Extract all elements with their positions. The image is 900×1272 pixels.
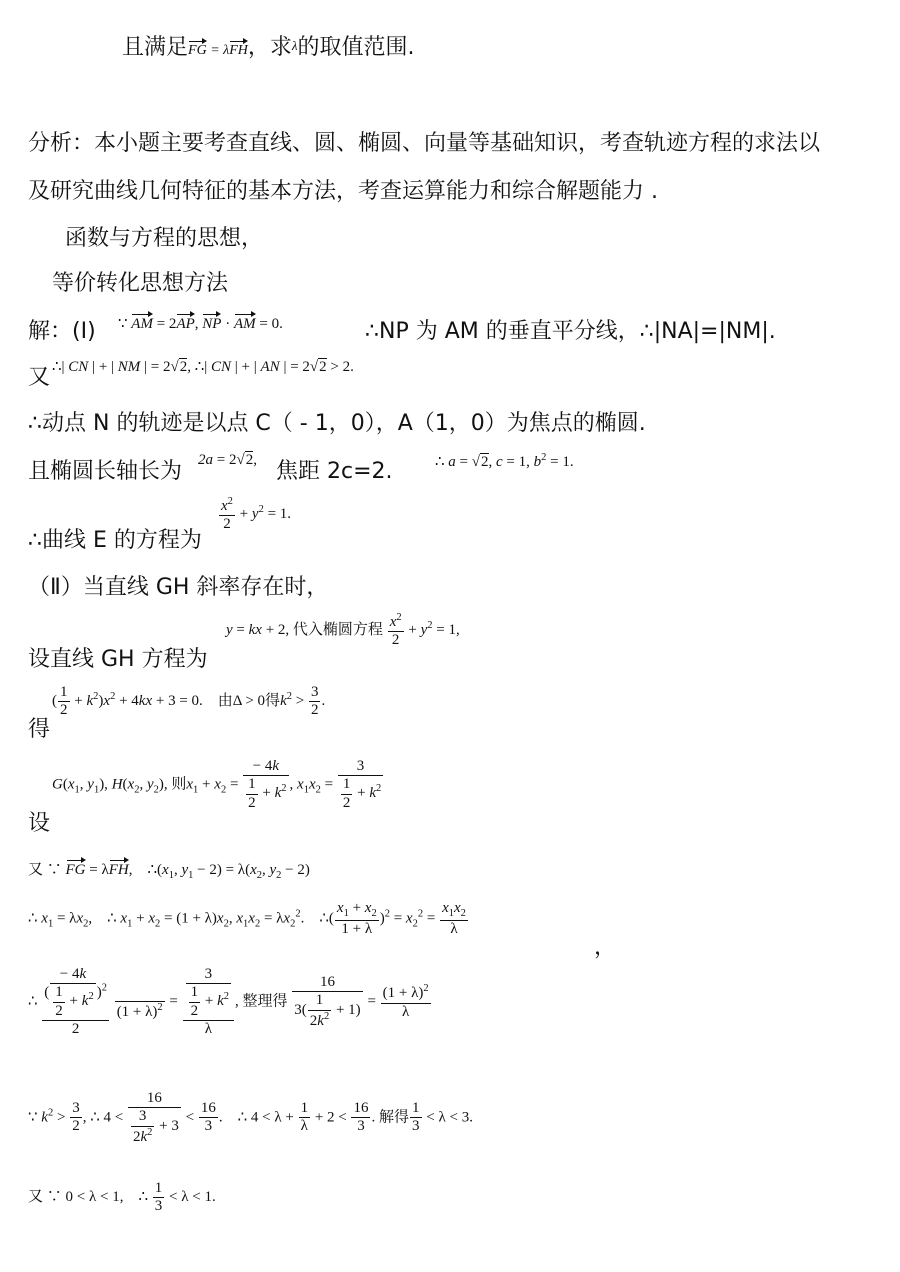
formula-k-range: ∵ $k^2$ > $\frac{3}{2}$ , ∴ 4 < 16 $\frac{3}{2k^2}$ + 3 < $\frac{16}{3}$ . ∴ 4 < λ + $\frac{1}{\lambda}$ + 2 < $\frac{16}{3}$ . 解得 $\frac{1}{3}$ < λ < 3.: [28, 1090, 473, 1145]
analysis-line-3: 函数与方程的思想，: [65, 226, 264, 251]
comma-mark: ，: [594, 935, 617, 960]
formula-final-range: 又 ∵ 0 < λ < 1, ∴ $\frac{1}{3}$ < λ < 1.: [28, 1180, 216, 1215]
formula-fg-lambda-fh: FG = λFH: [188, 43, 248, 58]
intro-text-b: ，求: [247, 35, 292, 60]
formula-abc: ∴ a = √2, c = 1, $b^2 = 1$.: [435, 452, 574, 470]
formula-quadratic: ( $\frac{1}{2}$ + $k^2)x^2 + 4kx + 3 = 0$. 由Δ > 0得$k^2$ > $\frac{3}{2}$ .: [52, 684, 326, 719]
perpendicular-bisector-text: ∴NP 为 AM 的垂直平分线，∴|NA|=|NM|.: [365, 319, 776, 344]
analysis-line-2: 及研究曲线几何特征的基本方法，考查运算能力和综合解题能力 .: [28, 179, 658, 204]
formula-vieta: $G(x_1$, $y_1$), $H(x_2$, $y_2$), 则$x_1 + x_2$ = − 4k $\frac{1}{2}$ + $k^2$ , $x_1x_2$ = 3 $\frac{1}{2}$ + $k^2$: [52, 758, 382, 811]
set-line-text: 设直线 GH 方程为: [28, 647, 208, 672]
analysis-line-4: 等价转化思想方法: [52, 271, 229, 296]
part2-label: （Ⅱ）当直线 GH 斜率存在时，: [28, 575, 329, 600]
you-prefix: 又: [28, 365, 51, 390]
you-prefix-final: 又: [28, 1189, 44, 1206]
lambda-symbol: λ: [291, 38, 298, 53]
ellipse-locus-text: ∴动点 N 的轨迹是以点 C（ - 1，0），A（1，0）为焦点的椭圆.: [28, 411, 646, 436]
formula-fg-fh-coords: 又 ∵ FG = λFH, $\therefore(x_1$, $y_1 - 2) = \lambda(x_2$, $y_2 - 2$): [28, 862, 310, 881]
formula-2a: 2a = 2√2,: [198, 452, 257, 468]
intro-text-a: 且满足: [122, 35, 189, 60]
formula-lambda-relations: ∴ $x_1 = \lambda x_2$, ∴ $x_1 + x_2 = (1 + \lambda)x_2$, $x_1x_2 = \lambda x_2^2$. ∴( $\frac{x_1 + x_2}{1 + \lambda}$ )$^2 = x_2^2$ = $\frac{x_1x_2}{\lambda}$: [28, 900, 466, 938]
major-axis-text: 且椭圆长轴长为: [28, 459, 183, 484]
focal-distance-text: 焦距 2c=2.: [276, 459, 393, 484]
zhengli-text: 整理得: [242, 993, 288, 1010]
she-prefix: 设: [28, 811, 51, 836]
formula-line-substitute: y = kx + 2, 代入椭圆方程 $\frac{x^2}{2}$ + $y^2 = 1$,: [226, 612, 460, 649]
formula-am-ap: ∵ AM = 2AP, NP · AM = 0.: [118, 316, 283, 332]
formula-ellipse: $\frac{x^2}{2}$ + $y^2 = 1$.: [221, 496, 292, 533]
intro-line: [122, 30, 415, 61]
formula-cn-nm: ∴| CN | + | NM | = 2√2, ∴| CN | + | AN | = 2√2 > 2.: [52, 359, 354, 375]
analysis-line-1: 分析：本小题主要考查直线、圆、椭圆、向量等基础知识，考查轨迹方程的求法以: [28, 131, 821, 156]
formula-simplify: ∴ ( − 4k $\frac{1}{2}$ + $k^2$ )$^2$ 2 $(1 + \lambda)^2$ = 3 $\frac{1}{2}$ + $k^2$ λ , 整理得 16 3( $\frac{1}{2k^2}$ + 1) = $\frac{(1 + \lambda)^2}{\lambda}$: [28, 966, 429, 1037]
curve-equation-text: ∴曲线 E 的方程为: [28, 528, 202, 553]
solution-part1-label: 解：(Ⅰ): [28, 319, 96, 344]
de-prefix: 得: [28, 717, 51, 742]
jiede-text: 解得: [378, 1109, 409, 1126]
intro-text-c: 的取值范围.: [297, 35, 415, 60]
